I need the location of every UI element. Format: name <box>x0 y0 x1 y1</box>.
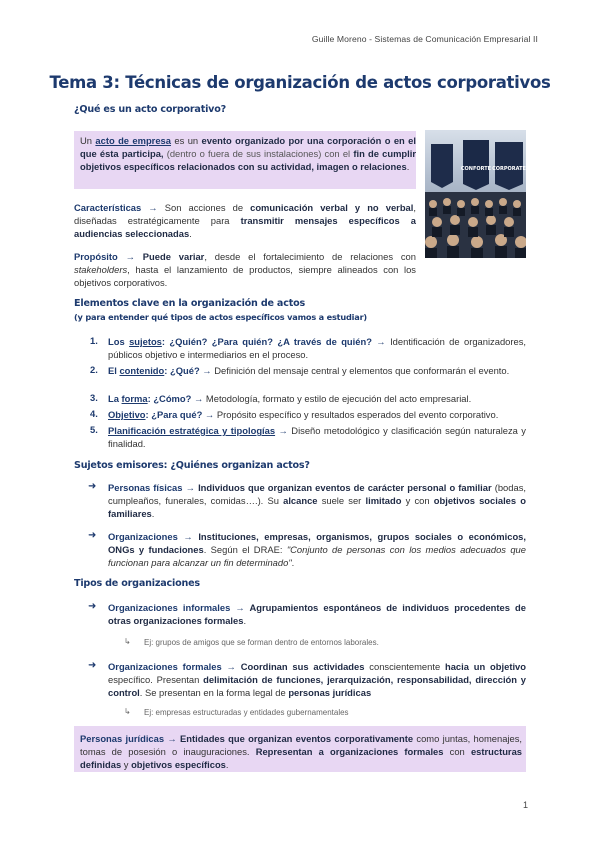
definition-text: Un acto de empresa es un evento organizado por una corporación o en el que ésta participa, (dentro o fuera de sus instalaciones) con el fin de cumplir objetivos específicos relacionados con su actividad, imagen o relaciones. <box>80 135 416 172</box>
list-number-3: 3. <box>90 392 98 403</box>
section-heading-acto: ¿Qué es un acto corporativo? <box>74 104 226 115</box>
list-item-planificacion: Planificación estratégica y tipologías → Diseño metodológico y clasificación según naturaleza y finalidad. <box>108 425 526 449</box>
organizaciones-paragraph: Organizaciones → Instituciones, empresas, organismos, grupos sociales o económicos, ONGs y fundaciones. Según el DRAE: "Conjunto de personas con los medios adecuados que funcionan para alcanzar un fin determinado". <box>108 531 526 568</box>
list-number-4: 4. <box>90 408 98 419</box>
informales-example: Ej: grupos de amigos que se forman dentro de entornos laborales. <box>144 638 379 647</box>
organizaciones-formales-paragraph: Organizaciones formales → Coordinan sus actividades conscientemente hacia un objetivo específico. Presentan delimitación de funciones, jerarquización, responsabilidad, dirección y control. Se presentan en la forma legal de personas jurídicas <box>108 661 527 698</box>
photo-sign-2: CORPORATE <box>492 166 526 172</box>
acto-empresa-link[interactable]: acto de empresa <box>95 135 171 146</box>
personas-fisicas-paragraph: Personas físicas → Individuos que organizan eventos de carácter personal o familiar (bodas, cumpleaños, funerales, comidas….). Su alcance suele ser limitado y con objetivos sociales o familiares. <box>108 482 526 519</box>
bullet-arrow-icon: ➜ <box>88 530 97 541</box>
bullet-arrow-icon: ➜ <box>88 660 97 671</box>
subnote-return-icon: ↳ <box>124 637 131 646</box>
event-photo <box>425 130 526 258</box>
bullet-arrow-icon: ➜ <box>88 481 97 492</box>
photo-sign-1: CONFORTE <box>460 166 492 172</box>
section-heading-elementos: Elementos clave en la organización de actos <box>74 298 305 309</box>
section-heading-tipos: Tipos de organizaciones <box>74 578 200 589</box>
list-item-sujetos: Los sujetos: ¿Quién? ¿Para quién? ¿A través de quién? → Identificación de organizadores, públicos objetivo e intermediarios en el proceso. <box>108 336 527 360</box>
personas-juridicas-paragraph: Personas jurídicas → Entidades que organizan eventos corporativamente como juntas, homenajes, tomas de posesión o inauguraciones. Representan a organizaciones formales con estructuras definidas y objetivos específicos. <box>80 733 523 770</box>
organizaciones-informales-paragraph: Organizaciones informales → Agrupamientos espontáneos de individuos procedentes de otras organizaciones formales. <box>108 602 526 626</box>
page-title: Tema 3: Técnicas de organización de actos corporativos <box>49 73 551 92</box>
formales-example: Ej: empresas estructuradas y entidades gubernamentales <box>144 708 349 717</box>
list-number-5: 5. <box>90 424 98 435</box>
list-item-objetivo: Objetivo: ¿Para qué? → Propósito específico y resultados esperados del evento corporativo. <box>108 409 499 420</box>
proposito-paragraph: Propósito → Puede variar, desde el fortalecimiento de relaciones con stakeholders, hasta el lanzamiento de productos, siempre alineados con los objetivos corporativos. <box>74 251 416 288</box>
section-heading-sujetos: Sujetos emisores: ¿Quiénes organizan actos? <box>74 460 310 471</box>
bullet-arrow-icon: ➜ <box>88 601 97 612</box>
list-number-2: 2. <box>90 364 98 375</box>
caracteristicas-paragraph: Características → Son acciones de comunicación verbal y no verbal, diseñadas estratégicamente para transmitir mensajes específicos a audiencias seleccionadas. <box>74 202 416 239</box>
list-number-1: 1. <box>90 335 98 346</box>
page-number: 1 <box>522 800 528 810</box>
section-subheading-elementos: (y para entender qué tipos de actos específicos vamos a estudiar) <box>74 312 367 322</box>
list-item-forma: La forma: ¿Cómo? → Metodología, formato y estilo de ejecución del acto empresarial. <box>108 393 472 404</box>
list-item-contenido: El contenido: ¿Qué? → Definición del mensaje central y elementos que conformarán el evento. <box>108 365 510 376</box>
subnote-return-icon: ↳ <box>124 707 131 716</box>
running-header: Guille Moreno - Sistemas de Comunicación Empresarial II <box>311 34 538 44</box>
event-photo-illustration <box>425 130 526 258</box>
